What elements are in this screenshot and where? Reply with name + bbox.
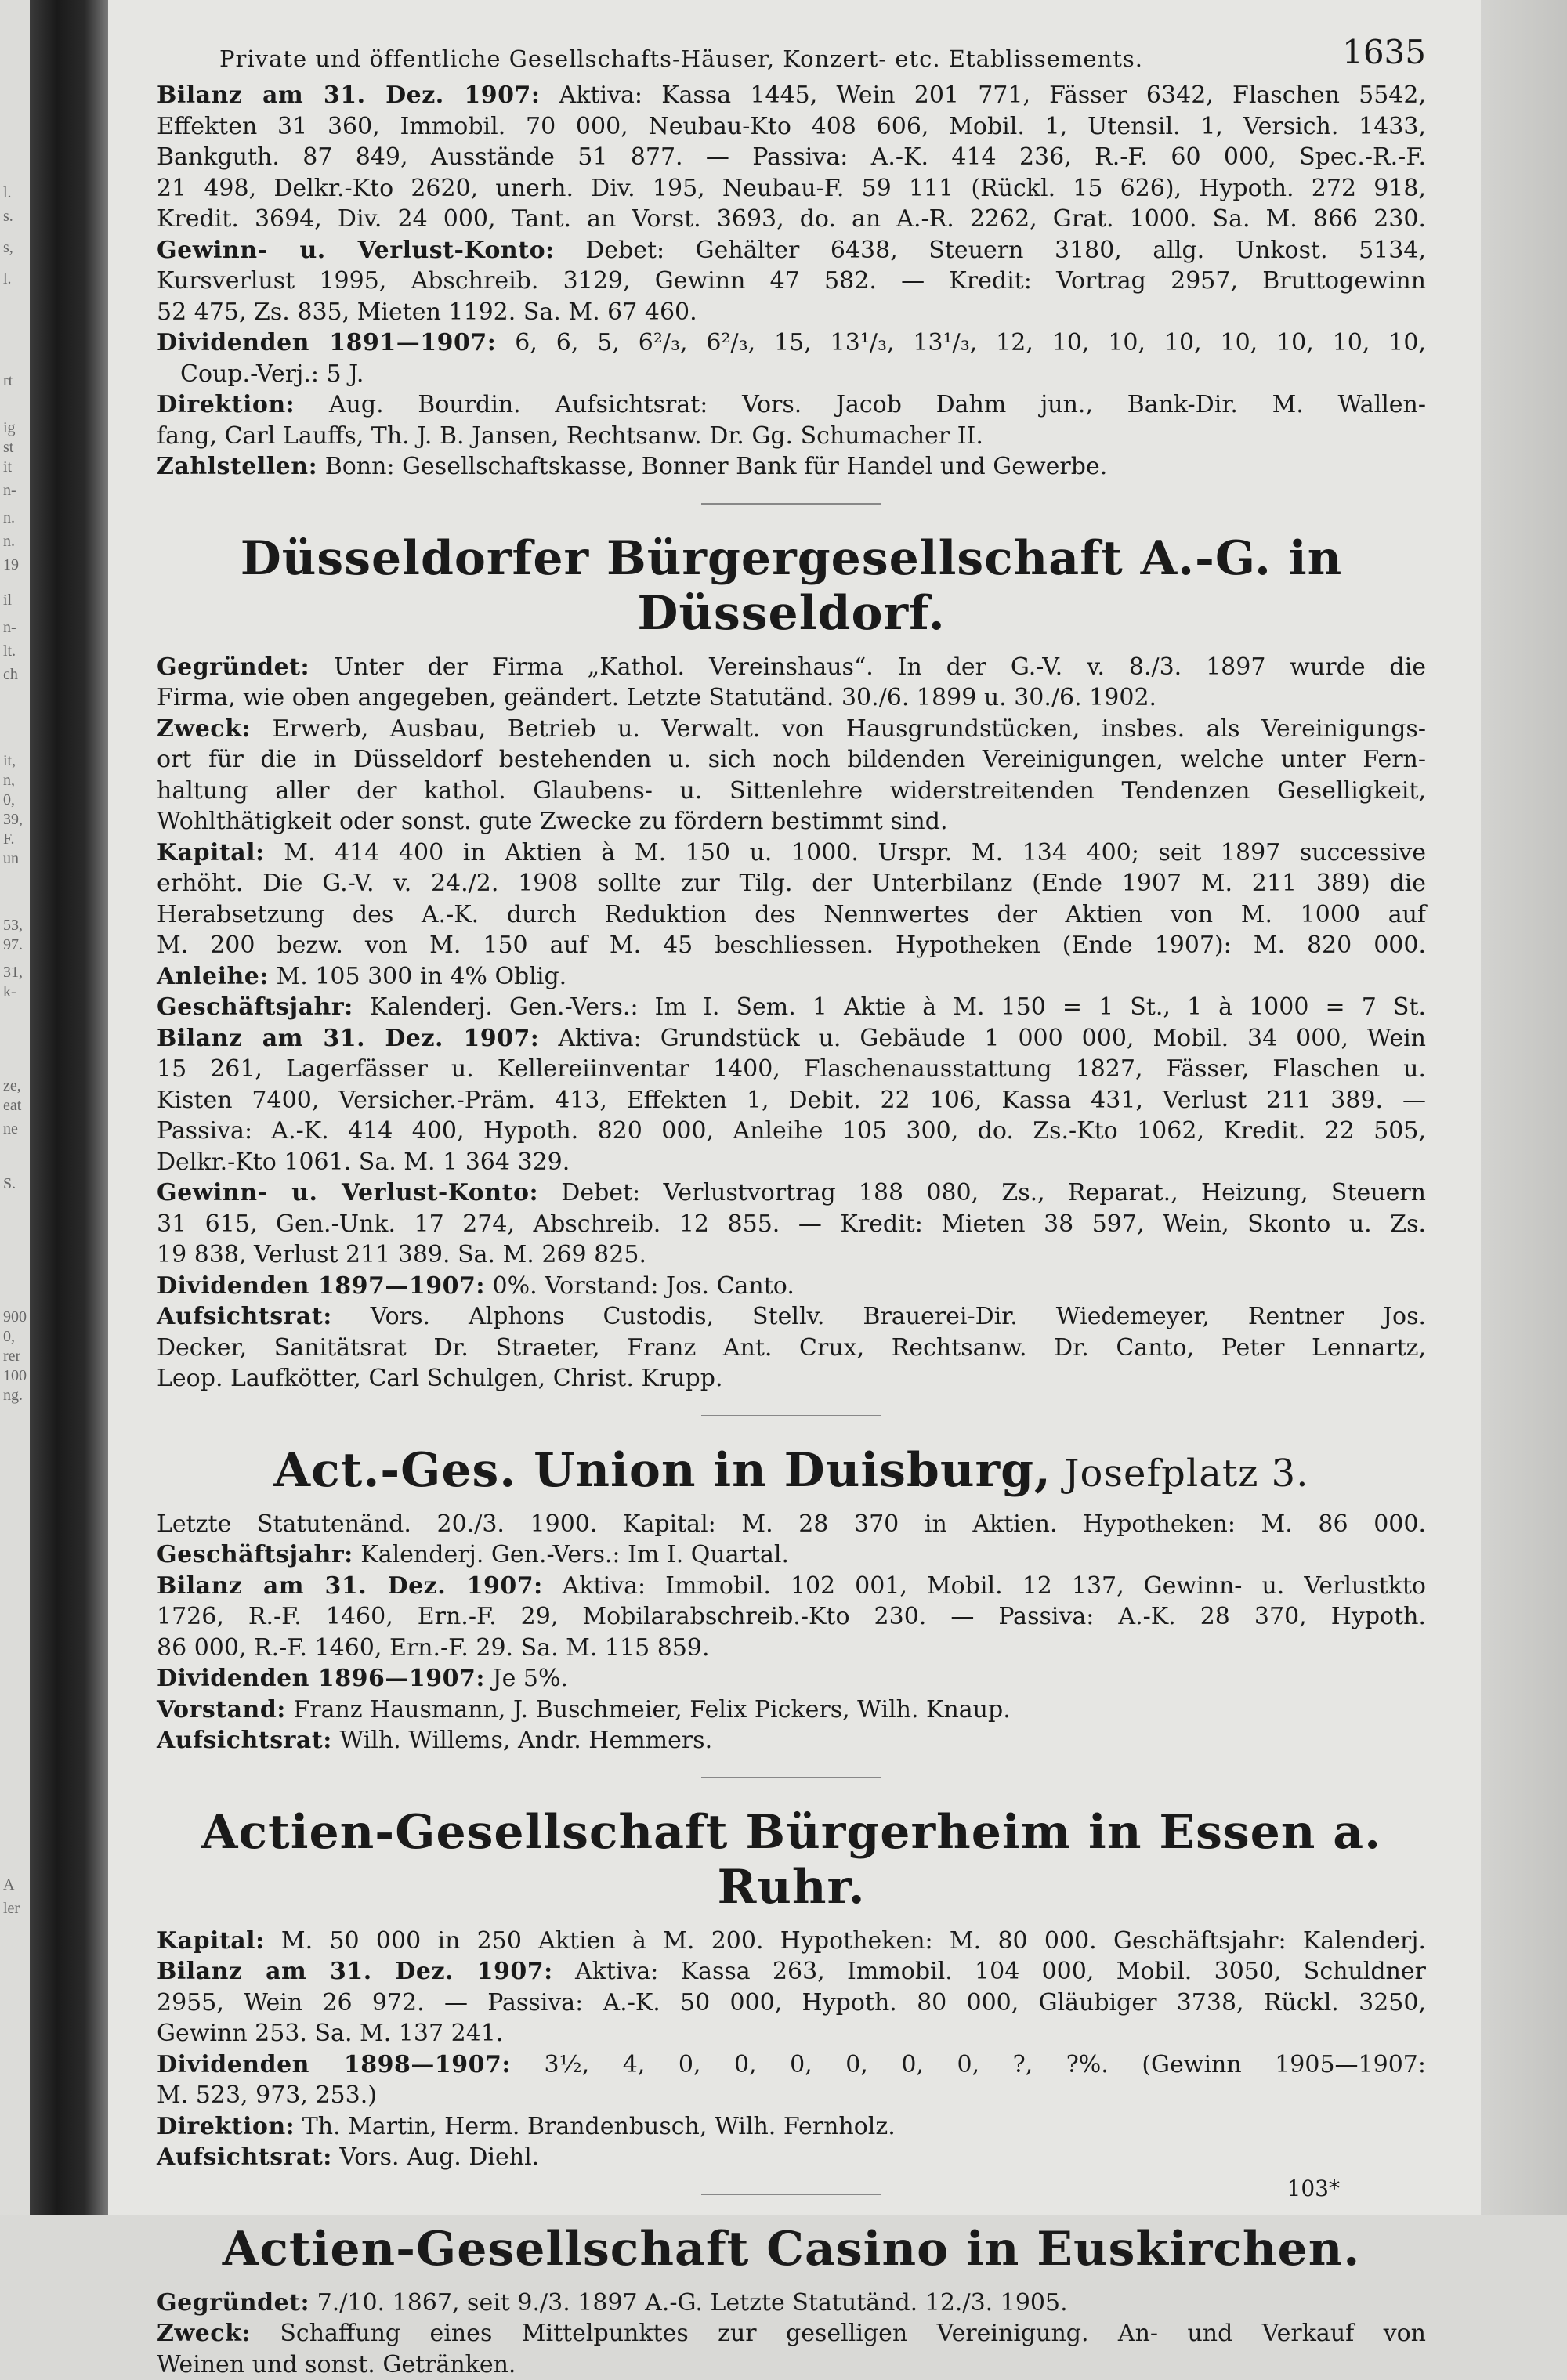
entry-euskirchen bbox=[157, 2222, 1426, 2380]
margin-fragment: rer bbox=[3, 1347, 20, 1365]
field-text: 86 000, R.-F. 1460, Ern.-F. 29. Sa. M. 115 859. bbox=[157, 1634, 710, 1662]
text-line bbox=[157, 652, 1426, 683]
text-line bbox=[157, 1116, 1426, 1147]
field-label: Bilanz am 31. Dez. 1907: bbox=[157, 1025, 539, 1052]
field-label: Zahlstellen: bbox=[157, 453, 317, 480]
field-text: Coup.-Verj.: 5 J. bbox=[180, 360, 364, 388]
text-line bbox=[157, 961, 1426, 993]
text-line bbox=[157, 2049, 1426, 2081]
field-label: Bilanz am 31. Dez. 1907: bbox=[157, 1572, 543, 1600]
field-label: Aufsichtsrat: bbox=[157, 1727, 332, 1754]
text-line bbox=[157, 1988, 1426, 2019]
field-text: Je 5%. bbox=[485, 1665, 568, 1692]
text-line bbox=[157, 1239, 1426, 1271]
field-label: Bilanz am 31. Dez. 1907: bbox=[157, 81, 540, 109]
entry-essen bbox=[157, 1805, 1426, 2173]
text-line bbox=[157, 235, 1426, 266]
margin-fragment: S. bbox=[3, 1175, 16, 1193]
signature-mark: 103* bbox=[1287, 2176, 1340, 2201]
field-text: Delkr.-Kto 1061. Sa. M. 1 364 329. bbox=[157, 1148, 570, 1176]
margin-fragment: s, bbox=[3, 239, 13, 257]
margin-fragment: 900 bbox=[3, 1308, 27, 1326]
text-line bbox=[157, 744, 1426, 776]
field-text: haltung aller der kathol. Glaubens- u. Sittenlehre widerstreitenden Tendenzen Geselligkeit, bbox=[157, 777, 1426, 805]
field-text: Kisten 7400, Versicher.-Präm. 413, Effekten 1, Debit. 22 106, Kassa 431, Verlust 211 389. — bbox=[157, 1087, 1426, 1114]
margin-fragment: 100 bbox=[3, 1367, 27, 1385]
entry-separator bbox=[701, 1777, 881, 1778]
field-text: 7./10. 1867, seit 9./3. 1897 A.-G. Letzte Statutänd. 12./3. 1905. bbox=[309, 2289, 1068, 2317]
field-text: erhöht. Die G.-V. v. 24./2. 1908 sollte zur Tilg. der Unterbilanz (Ende 1907 M. 211 389) die bbox=[157, 870, 1426, 897]
entry-duisburg bbox=[157, 1443, 1426, 1756]
text-line bbox=[157, 1301, 1426, 1333]
field-text: M. 200 bezw. von M. 150 auf M. 45 beschliessen. Hypotheken (Ende 1907): M. 820 000. bbox=[157, 931, 1426, 959]
entry-title bbox=[157, 2222, 1426, 2277]
margin-fragment: 19 bbox=[3, 556, 19, 574]
text-line bbox=[157, 1054, 1426, 1085]
margin-fragment: ne bbox=[3, 1120, 18, 1138]
field-text: Bankguth. 87 849, Ausstände 51 877. — Passiva: A.-K. 414 236, R.-F. 60 000, Spec.-R.-F. bbox=[157, 143, 1426, 171]
field-text: Firma, wie oben angegeben, geändert. Letzte Statutänd. 30./6. 1899 u. 30./6. 1902. bbox=[157, 684, 1156, 711]
text-line bbox=[157, 1725, 1426, 1756]
running-head bbox=[157, 16, 1426, 71]
text-line bbox=[157, 2318, 1426, 2349]
margin-fragment: n- bbox=[3, 619, 16, 637]
text-line bbox=[157, 2111, 1426, 2143]
field-label: Zweck: bbox=[157, 715, 251, 743]
text-line bbox=[157, 1663, 1426, 1695]
document-page bbox=[157, 16, 1426, 2201]
field-text: Bonn: Gesellschaftskasse, Bonner Bank für Handel und Gewerbe. bbox=[317, 453, 1107, 480]
text-line bbox=[157, 327, 1426, 359]
field-text: Effekten 31 360, Immobil. 70 000, Neubau-Kto 408 606, Mobil. 1, Utensil. 1, Versich. 1433, bbox=[157, 113, 1426, 140]
field-label: Geschäftsjahr: bbox=[157, 993, 353, 1021]
text-line bbox=[157, 682, 1426, 714]
text-line bbox=[157, 359, 1426, 390]
field-text: 1726, R.-F. 1460, Ern.-F. 29, Mobilarabschreib.-Kto 230. — Passiva: A.-K. 28 370, Hypoth. bbox=[157, 1603, 1426, 1630]
text-line bbox=[157, 806, 1426, 837]
text-line bbox=[157, 776, 1426, 807]
margin-fragment: eat bbox=[3, 1097, 21, 1115]
book-gutter bbox=[30, 0, 108, 2215]
margin-fragment: 0, bbox=[3, 791, 15, 809]
field-text: Th. Martin, Herm. Brandenbusch, Wilh. Fernholz. bbox=[295, 2113, 896, 2140]
field-text: Decker, Sanitätsrat Dr. Straeter, Franz Ant. Crux, Rechtsanw. Dr. Canto, Peter Lennartz, bbox=[157, 1334, 1426, 1362]
margin-fragment: 97. bbox=[3, 936, 23, 954]
entry-title-text: Act.-Ges. Union in Duisburg, bbox=[274, 1443, 1051, 1498]
margin-fragment: A bbox=[3, 1876, 14, 1894]
margin-fragment: 53, bbox=[3, 917, 23, 935]
field-text: Leop. Laufkötter, Carl Schulgen, Christ. Krupp. bbox=[157, 1365, 722, 1392]
field-text: ort für die in Düsseldorf bestehenden u. sich noch bildenden Vereinigungen, welche unter Fern- bbox=[157, 746, 1426, 773]
text-line bbox=[157, 1023, 1426, 1054]
text-line bbox=[157, 204, 1426, 235]
field-text: Aktiva: Grundstück u. Gebäude 1 000 000, Mobil. 34 000, Wein bbox=[539, 1025, 1426, 1052]
text-line bbox=[157, 714, 1426, 745]
field-text: 21 498, Delkr.-Kto 2620, unerh. Div. 195, Neubau-F. 59 111 (Rückl. 15 626), Hypoth. 272 918, bbox=[157, 175, 1426, 202]
margin-fragment: s. bbox=[3, 208, 13, 226]
text-line bbox=[157, 1926, 1426, 1957]
text-line bbox=[157, 80, 1426, 111]
field-text: Herabsetzung des A.-K. durch Reduktion des Nennwertes der Aktien von M. 1000 auf bbox=[157, 901, 1426, 928]
page-right-edge bbox=[1481, 0, 1567, 2215]
margin-fragment: lt. bbox=[3, 642, 16, 660]
entry-title-text: Actien-Gesellschaft Casino in Euskirchen. bbox=[223, 2222, 1360, 2277]
field-label: Dividenden 1891—1907: bbox=[157, 329, 496, 356]
field-text: Vors. Aug. Diehl. bbox=[332, 2143, 539, 2171]
margin-fragment: n- bbox=[3, 482, 16, 500]
margin-fragment: k- bbox=[3, 983, 16, 1001]
field-text: fang, Carl Lauffs, Th. J. B. Jansen, Rechtsanw. Dr. Gg. Schumacher II. bbox=[157, 422, 983, 450]
text-line bbox=[157, 1363, 1426, 1394]
entry-title bbox=[157, 1443, 1426, 1498]
field-text: Wohlthätigkeit oder sonst. gute Zwecke zu fördern bestimmt sind. bbox=[157, 808, 948, 835]
field-text: Weinen und sonst. Getränken. bbox=[157, 2351, 516, 2378]
margin-fragment: 39, bbox=[3, 811, 23, 829]
field-text: 6, 6, 5, 6²/₃, 6²/₃, 15, 13¹/₃, 13¹/₃, 12, 10, 10, 10, 10, 10, 10, 10, bbox=[496, 329, 1426, 356]
field-text: Letzte Statutenänd. 20./3. 1900. Kapital: M. 28 370 in Aktien. Hypotheken: M. 86 000. bbox=[157, 1510, 1426, 1538]
field-label: Anleihe: bbox=[157, 963, 269, 990]
field-text: Schaffung eines Mittelpunktes zur geselligen Vereinigung. An- und Verkauf von bbox=[251, 2320, 1426, 2347]
margin-fragment: ig bbox=[3, 419, 16, 437]
field-text: Debet: Gehälter 6438, Steuern 3180, allg. Unkost. 5134, bbox=[555, 237, 1426, 264]
field-text: 3½, 4, 0, 0, 0, 0, 0, 0, ?, ?%. (Gewinn 1905—1907: bbox=[511, 2051, 1426, 2078]
field-text: 19 838, Verlust 211 389. Sa. M. 269 825. bbox=[157, 1241, 646, 1268]
text-line bbox=[157, 1333, 1426, 1364]
field-text: M. 50 000 in 250 Aktien à M. 200. Hypotheken: M. 80 000. Geschäftsjahr: Kalenderj. bbox=[265, 1927, 1426, 1955]
entry-continuation bbox=[157, 80, 1426, 483]
margin-fragment: il bbox=[3, 591, 12, 609]
text-line bbox=[157, 899, 1426, 931]
text-line bbox=[157, 1956, 1426, 1988]
margin-fragment: ze, bbox=[3, 1077, 21, 1095]
text-line bbox=[157, 1695, 1426, 1726]
entry-title-text: Actien-Gesellschaft Bürgerheim in Essen a. Ruhr. bbox=[201, 1805, 1381, 1915]
field-text: Aug. Bourdin. Aufsichtsrat: Vors. Jacob Dahm jun., Bank-Dir. M. Wallen- bbox=[295, 391, 1426, 418]
field-text: Vors. Alphons Custodis, Stellv. Brauerei-Dir. Wiedemeyer, Rentner Jos. bbox=[332, 1303, 1426, 1330]
text-line bbox=[157, 1209, 1426, 1240]
field-text: Aktiva: Immobil. 102 001, Mobil. 12 137, Gewinn- u. Verlustkto bbox=[543, 1572, 1426, 1600]
margin-fragment: ch bbox=[3, 666, 18, 684]
margin-fragment: ler bbox=[3, 1900, 20, 1918]
text-line bbox=[157, 173, 1426, 204]
entry-separator bbox=[701, 503, 881, 505]
field-text: 31 615, Gen.-Unk. 17 274, Abschreib. 12 855. — Kredit: Mieten 38 597, Wein, Skonto u. Zs. bbox=[157, 1210, 1426, 1238]
field-text: 52 475, Zs. 835, Mieten 1192. Sa. M. 67 460. bbox=[157, 298, 697, 326]
text-line bbox=[157, 1147, 1426, 1178]
field-label: Gewinn- u. Verlust-Konto: bbox=[157, 1179, 538, 1206]
entry-separator bbox=[701, 2194, 881, 2195]
text-line bbox=[157, 1539, 1426, 1571]
field-label: Gegründet: bbox=[157, 2289, 309, 2317]
field-text: 0%. Vorstand: Jos. Canto. bbox=[485, 1272, 794, 1300]
text-line bbox=[157, 837, 1426, 869]
field-label: Zweck: bbox=[157, 2320, 251, 2347]
field-label: Gewinn- u. Verlust-Konto: bbox=[157, 237, 555, 264]
margin-fragment: F. bbox=[3, 830, 15, 848]
margin-fragment: rt bbox=[3, 372, 13, 390]
field-label: Bilanz am 31. Dez. 1907: bbox=[157, 1958, 553, 1985]
text-line bbox=[157, 2080, 1426, 2111]
text-line bbox=[157, 1509, 1426, 1540]
text-line bbox=[157, 2018, 1426, 2049]
field-text: M. 523, 973, 253.) bbox=[157, 2082, 377, 2109]
entry-title-address: Josefplatz 3. bbox=[1051, 1452, 1309, 1496]
field-text: Kalenderj. Gen.-Vers.: Im I. Sem. 1 Aktie à M. 150 = 1 St., 1 à 1000 = 7 St. bbox=[353, 993, 1426, 1021]
margin-fragment: n, bbox=[3, 772, 15, 790]
text-line bbox=[157, 1571, 1426, 1602]
entry-title bbox=[157, 1805, 1426, 1915]
field-label: Dividenden 1897—1907: bbox=[157, 1272, 485, 1300]
field-text: Debet: Verlustvortrag 188 080, Zs., Reparat., Heizung, Steuern bbox=[538, 1179, 1426, 1206]
field-label: Kapital: bbox=[157, 1927, 265, 1955]
field-text: M. 105 300 in 4% Oblig. bbox=[269, 963, 566, 990]
field-text: M. 414 400 in Aktien à M. 150 u. 1000. Urspr. M. 134 400; seit 1897 successive bbox=[265, 839, 1426, 866]
margin-fragment: un bbox=[3, 850, 19, 868]
field-text: Aktiva: Kassa 263, Immobil. 104 000, Mobil. 3050, Schuldner bbox=[553, 1958, 1426, 1985]
entries-container bbox=[157, 80, 1426, 2380]
entry-title-text: Düsseldorfer Bürgergesellschaft A.-G. in Düsseldorf. bbox=[241, 531, 1342, 641]
margin-fragment: it, bbox=[3, 752, 16, 770]
field-text: Gewinn 253. Sa. M. 137 241. bbox=[157, 2020, 503, 2047]
field-text: Erwerb, Ausbau, Betrieb u. Verwalt. von Hausgrundstücken, insbes. als Vereinigungs- bbox=[251, 715, 1426, 743]
field-label: Aufsichtsrat: bbox=[157, 1303, 332, 1330]
margin-fragment: st bbox=[3, 439, 13, 457]
field-label: Dividenden 1896—1907: bbox=[157, 1665, 485, 1692]
text-line bbox=[157, 142, 1426, 173]
field-label: Aufsichtsrat: bbox=[157, 2143, 332, 2171]
margin-fragment: n. bbox=[3, 533, 15, 551]
field-label: Gegründet: bbox=[157, 653, 309, 681]
field-text: Kalenderj. Gen.-Vers.: Im I. Quartal. bbox=[353, 1541, 789, 1568]
field-text: Franz Hausmann, J. Buschmeier, Felix Pickers, Wilh. Knaup. bbox=[286, 1696, 1011, 1724]
text-line bbox=[157, 2349, 1426, 2380]
margin-fragment: it bbox=[3, 458, 12, 476]
text-line bbox=[157, 2288, 1426, 2319]
entry-title bbox=[157, 531, 1426, 641]
field-text: Wilh. Willems, Andr. Hemmers. bbox=[332, 1727, 712, 1754]
text-line bbox=[157, 992, 1426, 1023]
text-line bbox=[157, 930, 1426, 961]
field-label: Dividenden 1898—1907: bbox=[157, 2051, 511, 2078]
field-label: Geschäftsjahr: bbox=[157, 1541, 353, 1568]
field-label: Kapital: bbox=[157, 839, 265, 866]
text-line bbox=[157, 1633, 1426, 1664]
field-text: Kredit. 3694, Div. 24 000, Tant. an Vorst. 3693, do. an A.-R. 2262, Grat. 1000. Sa. M. 866 230. bbox=[157, 205, 1426, 233]
field-text: Passiva: A.-K. 414 400, Hypoth. 820 000, Anleihe 105 300, do. Zs.-Kto 1062, Kredit. 22 505, bbox=[157, 1117, 1426, 1145]
text-line bbox=[157, 1177, 1426, 1209]
text-line bbox=[157, 266, 1426, 297]
field-text: Kursverlust 1995, Abschreib. 3129, Gewinn 47 582. — Kredit: Vortrag 2957, Bruttogewinn bbox=[157, 267, 1426, 295]
field-text: Aktiva: Kassa 1445, Wein 201 771, Fässer 6342, Flaschen 5542, bbox=[540, 81, 1426, 109]
field-label: Direktion: bbox=[157, 391, 295, 418]
text-line bbox=[157, 2142, 1426, 2173]
text-line bbox=[157, 111, 1426, 143]
running-head-text: Private und öffentliche Gesellschafts-Häuser, Konzert- etc. Etablissements. bbox=[219, 45, 1143, 72]
margin-fragment: 0, bbox=[3, 1328, 15, 1346]
margin-fragment: l. bbox=[3, 184, 12, 202]
field-label: Vorstand: bbox=[157, 1696, 286, 1724]
field-text: 15 261, Lagerfässer u. Kellereiinventar 1400, Flaschenausstattung 1827, Fässer, Flaschen u. bbox=[157, 1055, 1426, 1083]
margin-fragment: ng. bbox=[3, 1387, 23, 1405]
field-text: Unter der Firma „Kathol. Vereinshaus“. In der G.-V. v. 8./3. 1897 wurde die bbox=[309, 653, 1426, 681]
margin-fragment: 31, bbox=[3, 964, 23, 982]
text-line bbox=[157, 297, 1426, 328]
field-text: 2955, Wein 26 972. — Passiva: A.-K. 50 000, Hypoth. 80 000, Gläubiger 3738, Rückl. 3250, bbox=[157, 1989, 1426, 2016]
text-line bbox=[157, 451, 1426, 483]
text-line bbox=[157, 389, 1426, 421]
previous-page-fragments bbox=[3, 0, 30, 2215]
page-number: 1635 bbox=[1342, 33, 1426, 71]
margin-fragment: n. bbox=[3, 509, 15, 527]
text-line bbox=[157, 1085, 1426, 1116]
entry-duesseldorf bbox=[157, 531, 1426, 1394]
text-line bbox=[157, 1271, 1426, 1302]
text-line bbox=[157, 868, 1426, 899]
text-line bbox=[157, 1601, 1426, 1633]
margin-fragment: l. bbox=[3, 270, 12, 288]
field-label: Direktion: bbox=[157, 2113, 295, 2140]
entry-separator bbox=[701, 1415, 881, 1416]
text-line bbox=[157, 421, 1426, 452]
